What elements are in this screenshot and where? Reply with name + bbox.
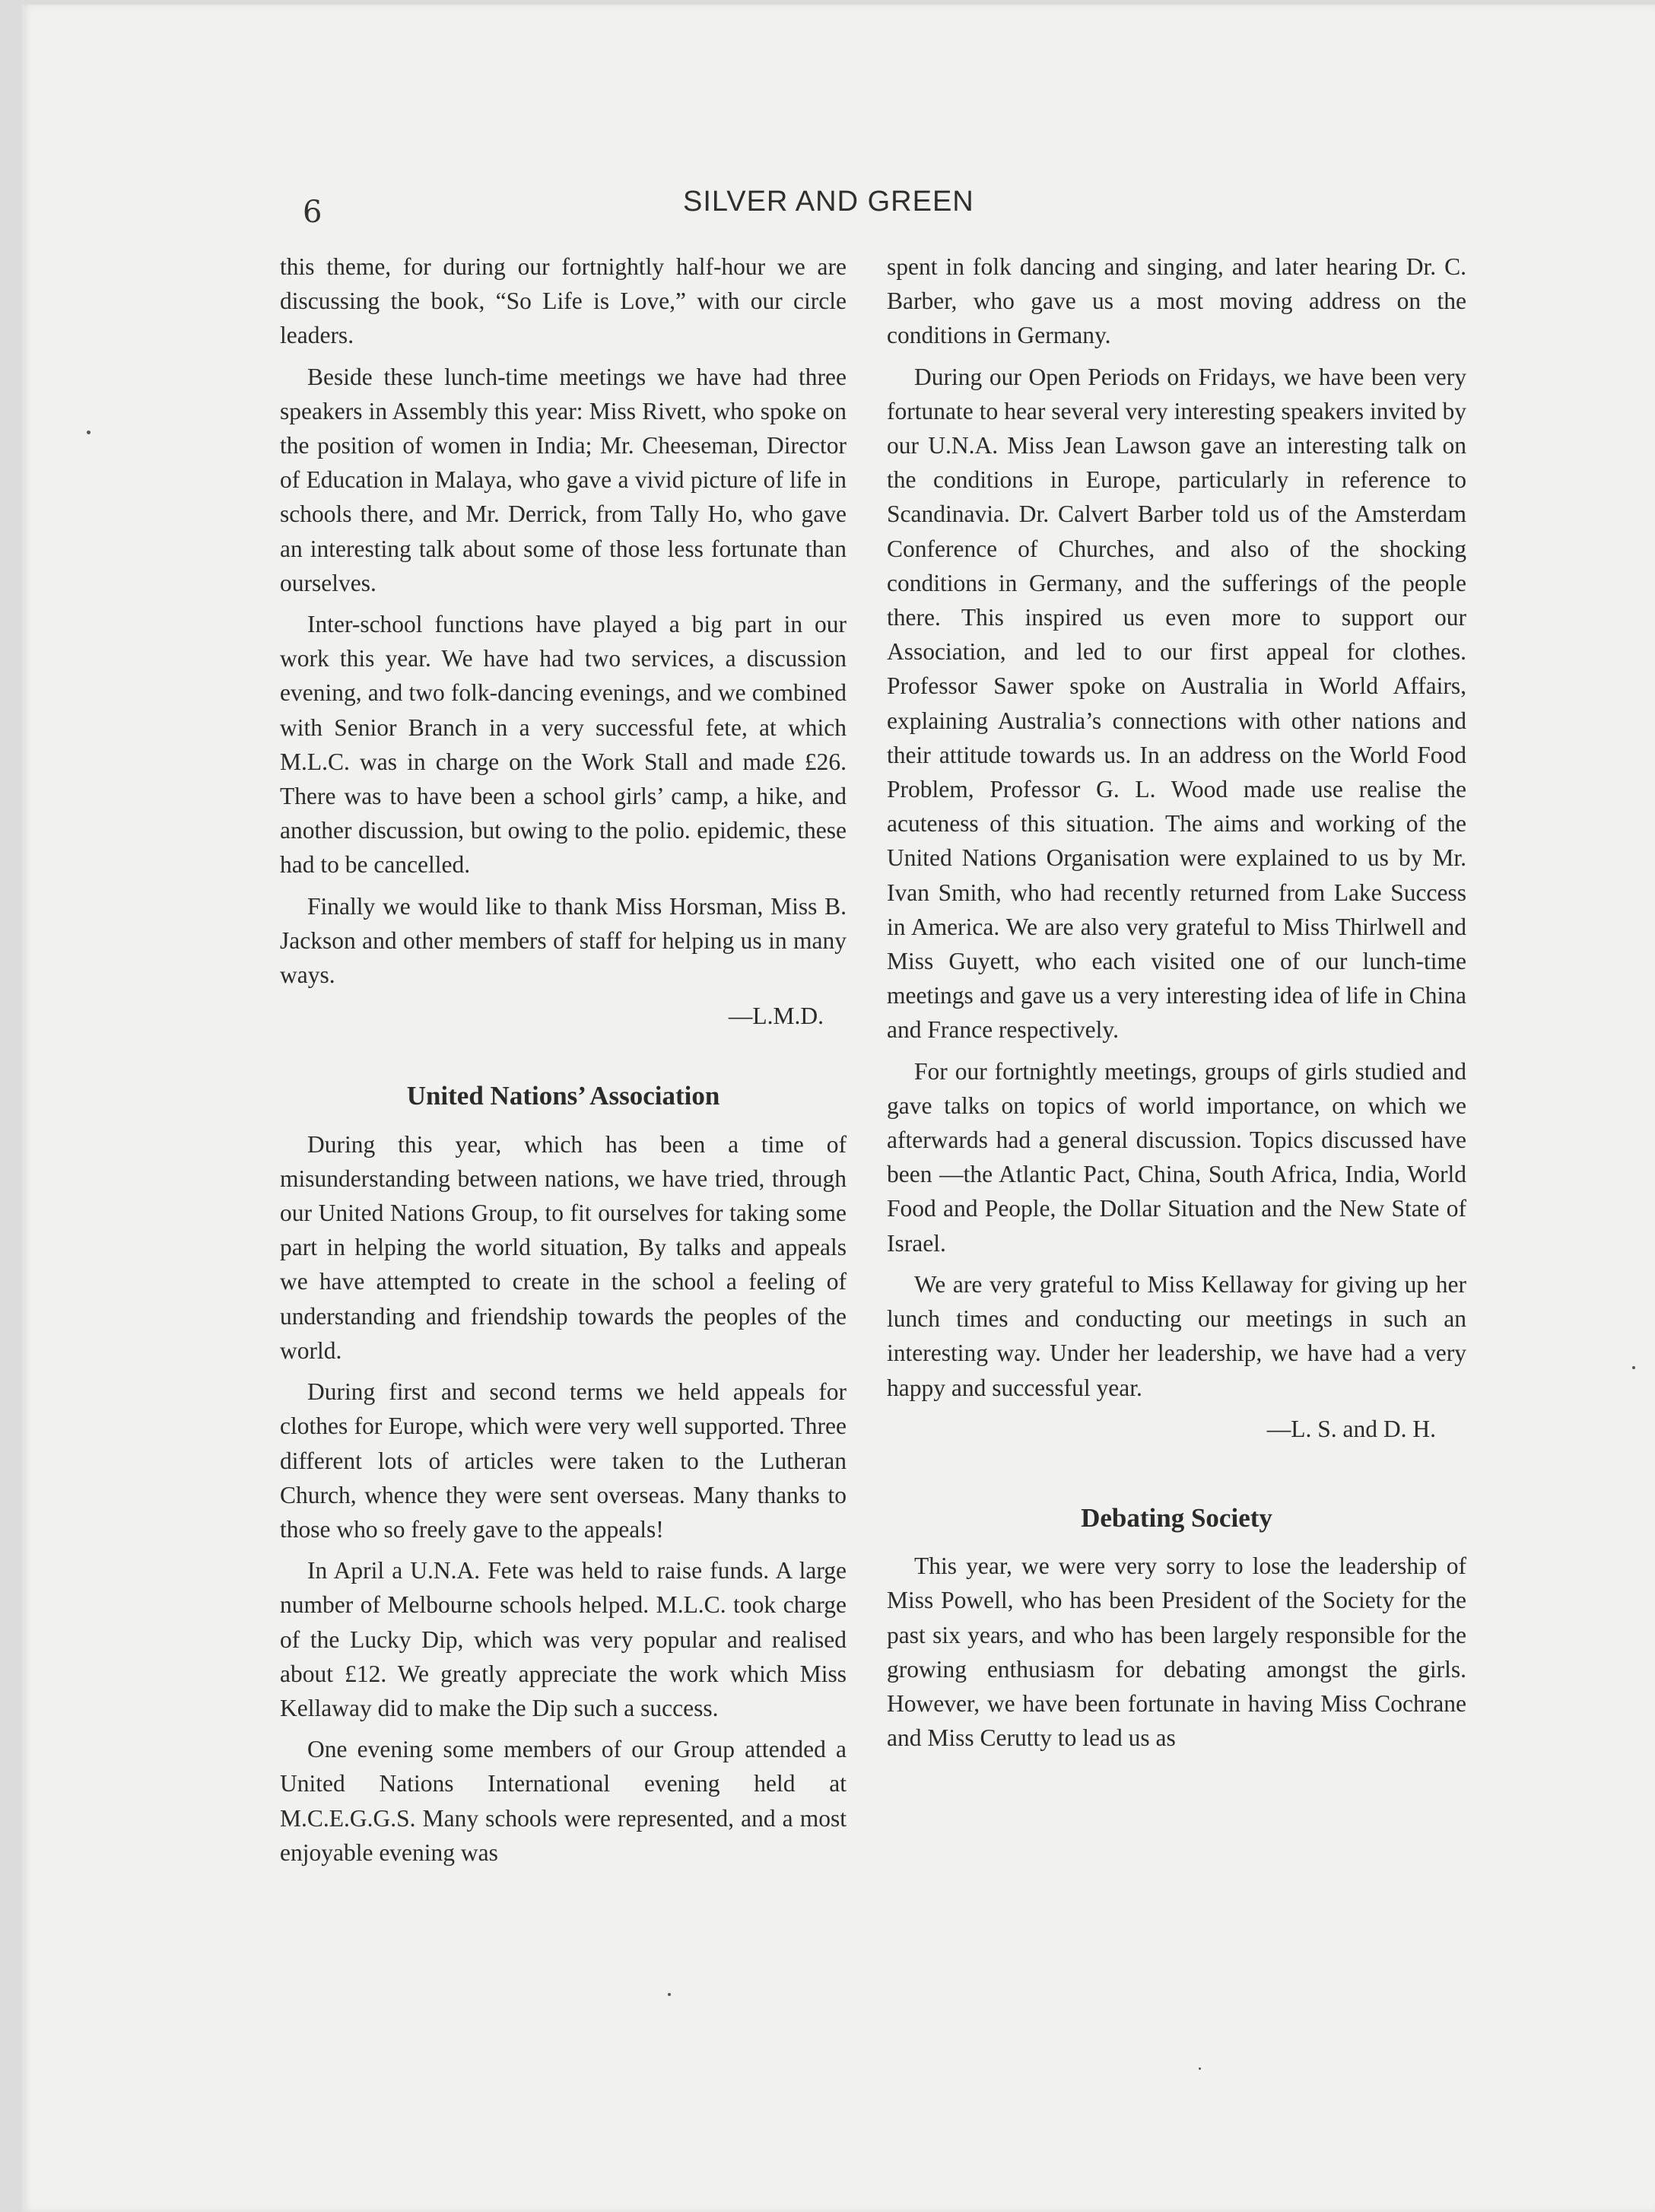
paragraph: Finally we would like to thank Miss Horsman, Miss B. Jackson and other members of staff for helping us in many ways. [280, 892, 847, 989]
right-column [887, 249, 1466, 1762]
paragraph: spent in folk dancing and singing, and later hearing Dr. C. Barber, who gave us a most moving address on the conditions in Germany. [887, 253, 1466, 349]
paragraph: During first and second terms we held appeals for clothes for Europe, which were very well supported. Three different lots of articles were taken to the Lutheran Church, whence they were sent overseas. Many thanks to those who so freely gave to the appeals! [280, 1378, 847, 1543]
paragraph: We are very grateful to Miss Kellaway for giving up her lunch times and conducting our meetings in such an interesting way. Under her leadership, we have had a very happy and successful year. [887, 1270, 1466, 1401]
paragraph: Beside these lunch-time meetings we have had three speakers in Assembly this year: Miss Rivett, who spoke on the position of women in India; Mr. Cheeseman, Director of Education in Malaya, who gave a vivid picture of life in schools there, and Mr. Derrick, from Tally Ho, who gave an interesting talk about some of those less fortunate than ourselves. [280, 363, 847, 596]
paragraph: Inter-school functions have played a big part in our work this year. We have had two services, a discussion evening, and two folk-dancing evenings, and we combined with Senior Branch in a very successful fete, at which M.L.C. was in charge on the Work Stall and made £26. There was to have been a school girls’ camp, a hike, and another discussion, but owing to the polio. epidemic, these had to be cancelled. [280, 611, 847, 879]
paragraph: This year, we were very sorry to lose the leadership of Miss Powell, who has been President of the Society for the past six years, and who has been largely responsible for the growing enthusiasm for debating amongst the girls. However, we have been fortunate in having Miss Cochrane and Miss Cerutty to lead us as [887, 1553, 1466, 1752]
scan-speck [668, 1993, 671, 1996]
scan-speck [87, 431, 91, 434]
paragraph: During this year, which has been a time of misunderstanding between nations, we have tried, through our United Nations Group, to fit ourselves for taking some part in helping the world situation, By talks and appeals we have attempted to create in the school a feeling of understanding and friendship towards the peoples of the world. [280, 1130, 847, 1364]
scan-speck [1199, 2067, 1201, 2070]
page [21, 5, 1655, 2212]
scan-speck [1632, 1366, 1635, 1369]
section-heading-una: United Nations’ Association [406, 1081, 720, 1111]
signature: —L.M.D. [728, 1003, 824, 1030]
paragraph: One evening some members of our Group attended a United Nations International evening held at M.C.E.G.G.S. Many schools were represented, and a most enjoyable evening was [280, 1736, 847, 1866]
paragraph: this theme, for during our fortnightly half-hour we are discussing the book, “So Life is Love,” with our circle leaders. [280, 253, 847, 349]
paragraph: In April a U.N.A. Fete was held to raise funds. A large number of Melbourne schools helped. M.L.C. took charge of the Lucky Dip, which was very popular and realised about £12. We greatly appreciate the work which Miss Kellaway did to make the Dip such a success. [280, 1557, 847, 1721]
section-heading-debating: Debating Society [1081, 1502, 1272, 1533]
signature: —L. S. and D. H. [1266, 1415, 1436, 1442]
left-column [280, 249, 847, 1877]
paragraph: During our Open Periods on Fridays, we have been very fortunate to hear several very interesting speakers invited by our U.N.A. Miss Jean Lawson gave an interesting talk on the conditions in Europe, particularly in reference to Scandinavia. Dr. Calvert Barber told us of the Amsterdam Conference of Churches, and also of the shocking conditions in Germany, and the sufferings of the people there. This inspired us even more to support our Association, and led to our first appeal for clothes. Professor Sawer spoke on Australia in World Affairs, explaining Australia’s connections with other nations and their attitude towards us. In an address on the World Food Problem, Professor G. L. Wood made use realise the acuteness of this situation. The aims and working of the United Nations Organisation were explained to us by Mr. Ivan Smith, who had recently returned from Lake Success in America. We are also very grateful to Miss Thirlwell and Miss Guyett, who each visited one of our lunch-time meetings and gave us a very interesting idea of life in China and France respectively. [887, 363, 1466, 1044]
paragraph: For our fortnightly meetings, groups of girls studied and gave talks on topics of world importance, on which we afterwards had a general discussion. Topics discussed have been —the Atlantic Pact, China, South Africa, India, World Food and People, the Dollar Situation and the New State of Israel. [887, 1057, 1466, 1257]
page-number: 6 [303, 195, 322, 230]
page-header-title: SILVER AND GREEN [683, 186, 974, 218]
